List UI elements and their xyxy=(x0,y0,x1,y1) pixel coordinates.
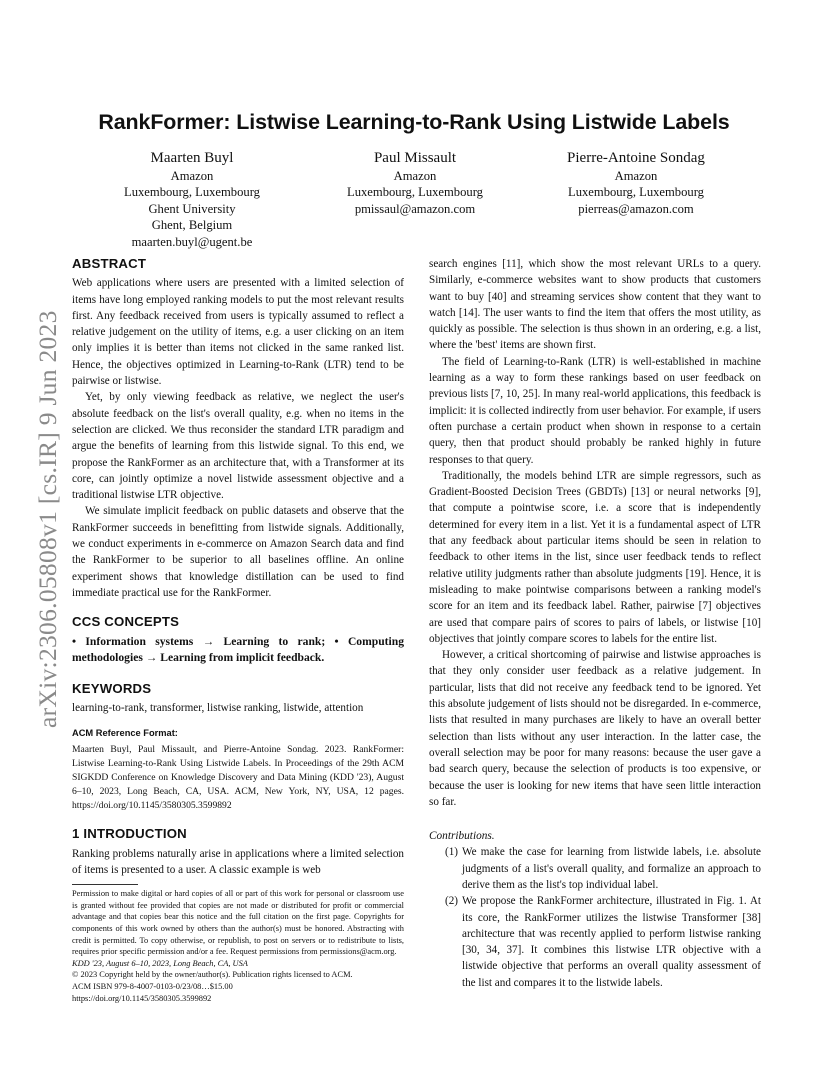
abstract-paragraph: We simulate implicit feedback on public datasets and observe that the RankFormer succeeds in benefitting from listwide signals. Additionally, we conduct experiments in e-commerce on Amazon Search data and find the RankFormer to be superior to all baselines offline. An online experiment shows that knowledge distillation can be used to find immediate practical use for the RankFormer. xyxy=(72,505,404,599)
keywords-heading: KEYWORDS xyxy=(72,680,152,696)
doi-link[interactable]: https://doi.org/10.1145/3580305.3599892 xyxy=(72,993,212,1003)
intro-paragraph: Traditionally, the models behind LTR are simple regressors, such as Gradient-Boosted Decision Trees (GBDTs) [13] or neural networks [9], that compute a pointwise score, i.e. a score that is independently determined for every item in a list. Yet it is a fundamental aspect of LTR that any feedback about particular items should be seen in relation to feedback to other items in the list, since user feedback tends to reflect relative utility judgments rather than absolute judgments [19]. Hence, it is misleading to make pointwise comparisons between a ranking model's score for an item and its feedback label. Rather, pairwise [7] objectives are used that compare pairs of scores to pairs of labels, or listwise [10] objectives that jointly compare scores to labels for the entire list. xyxy=(429,469,761,645)
contributions-list xyxy=(429,844,761,991)
reference-format-heading: ACM Reference Format: xyxy=(72,728,178,739)
keywords-text: learning-to-rank, transformer, listwise ranking, listwide, attention xyxy=(72,701,364,714)
ccs-heading: CCS CONCEPTS xyxy=(72,614,180,630)
contribution-text: We propose the RankFormer architecture, illustrated in Fig. 1. At its core, the RankFormer utilizes the listwise Transformer [38] architecture that was recently applied to perform listwise ranking [30, 34, 37]. It combines this listwise LTR objective with a listwide objective that performs an overall quality assessment of the list and compares it to the listwide labels. xyxy=(462,895,761,989)
author-affiliation: Ghent University xyxy=(148,201,236,216)
contributions-heading: Contributions. xyxy=(429,830,495,843)
author-block xyxy=(521,148,751,217)
intro-paragraph: Ranking problems naturally arise in applications where a limited selection of items is presented to a user. A classic example is web xyxy=(72,847,404,876)
author-affiliation: Amazon xyxy=(614,169,658,183)
author-location: Luxembourg, Luxembourg xyxy=(568,185,704,200)
author-location: Luxembourg, Luxembourg xyxy=(124,185,260,200)
intro-heading: 1 INTRODUCTION xyxy=(72,826,187,842)
author-email: maarten.buyl@ugent.be xyxy=(131,234,253,249)
author-name: Maarten Buyl xyxy=(150,150,234,166)
abstract-heading: ABSTRACT xyxy=(72,256,147,271)
arxiv-identifier: arXiv:2306.05808v1 [cs.IR] 9 Jun 2023 xyxy=(33,310,62,728)
author-name: Paul Missault xyxy=(373,150,457,166)
abstract-paragraph: Web applications where users are presented with a limited selection of items have long employed ranking models to put the most relevant results first. Any feedback received from users is typically assumed to reflect a relative judgement on the utility of items, e.g. a user clicking on an item only implies it is better than items not clicked in the same ranked list. Hence, the objectives optimized in Learning-to-Rank (LTR) tend to be pairwise or listwise. xyxy=(72,277,404,388)
intro-paragraph: However, a critical shortcoming of pairwise and listwise approaches is that they only consider user feedback as a relative judgement. In particular, lists that did not receive any feedback tend to be ignored. Yet this absolute judgement of lists should not be disregarded. In e-commerce, lists that resulted in many purchases are likely to have an overall better selection than lists without any user interaction. In the latter case, the overall selection may be poor for many reasons: because the user gave a bad search query, because the selection of products is too expensive, or because the user is looking for new items that have seen little interaction so far. xyxy=(429,649,761,808)
paper-title: RankFormer: Listwise Learning-to-Rank Using Listwide Labels xyxy=(98,110,730,134)
contribution-text: We make the case for learning from listwide labels, i.e. absolute judgments of a list's overall quality, and formalize an approach to derive them as the list's top individual label. xyxy=(462,846,761,891)
footnote-rule xyxy=(72,884,138,885)
author-email: pmissaul@amazon.com xyxy=(354,201,476,216)
intro-paragraph: The field of Learning-to-Rank (LTR) is well-established in machine learning as a way to form these rankings based on user feedback on previous lists [7, 10, 25]. In many real-world applications, this feedback is implicit: it is collected indirectly from user behavior. For example, if users often purchase a certain product when shown in response to a certain query, then that product should probably be ranked highly in future responses to that query. xyxy=(429,355,761,466)
author-location: Luxembourg, Luxembourg xyxy=(347,185,483,200)
contribution-number: (2) xyxy=(445,895,458,908)
conference-info: KDD '23, August 6–10, 2023, Long Beach, CA, USA xyxy=(72,958,248,968)
contribution-number: (1) xyxy=(445,846,458,859)
author-location: Ghent, Belgium xyxy=(151,218,233,233)
copyright-notice: © 2023 Copyright held by the owner/author(s). Publication rights licensed to ACM. xyxy=(72,970,353,980)
abstract-paragraph: Yet, by only viewing feedback as relative, we neglect the user's absolute feedback on the list's overall quality, e.g. when no items in the selection are clicked. We thus reconsider the standard LTR paradigm and argue the benefits of learning from this listwide signal. To this end, we propose the RankFormer as an architecture that, with a Transformer at its core, can jointly optimize a novel listwide assessment objective and a traditional listwise LTR objective. xyxy=(72,391,404,502)
right-column xyxy=(429,256,761,991)
author-block xyxy=(77,148,307,250)
contribution-item xyxy=(429,844,761,893)
left-column xyxy=(72,256,404,1004)
ccs-concepts: • Information systems → Learning to rank; • Computing methodologies → Learning from implicit feedback. xyxy=(72,634,404,665)
permission-notice: Permission to make digital or hard copies of all or part of this work for personal or classroom use is granted without fee provided that copies are not made or distributed for profit or commercial advantage and that copies bear this notice and the full citation on the first page. Copyrights for components of this work owned by others than the author(s) must be honored. Abstracting with credit is permitted. To copy otherwise, or republish, to post on servers or to redistribute to lists, requires prior specific permission and/or a fee. Request permissions from permissions@acm.org. xyxy=(72,889,404,957)
author-email: pierreas@amazon.com xyxy=(578,201,694,216)
contribution-item xyxy=(429,893,761,991)
reference-format-text: Maarten Buyl, Paul Missault, and Pierre-Antoine Sondag. 2023. RankFormer: Listwise Learning-to-Rank Using Listwide Labels. In Proceedings of the 29th ACM SIGKDD Conference on Knowledge Discovery and Data Mining (KDD '23), August 6–10, 2023, Long Beach, CA, USA. ACM, New York, NY, USA, 12 pages. https://doi.org/10.1145/3580305.3599892 xyxy=(72,744,404,811)
author-affiliation: Amazon xyxy=(170,169,214,183)
author-affiliation: Amazon xyxy=(393,169,437,183)
isbn: ACM ISBN 979-8-4007-0103-0/23/08…$15.00 xyxy=(72,982,233,992)
author-name: Pierre-Antoine Sondag xyxy=(567,150,705,166)
footnote-block xyxy=(72,884,404,1004)
intro-paragraph: search engines [11], which show the most relevant URLs to a query. Similarly, e-commerce websites want to show products that customers want to buy [40] and streaming services show content that they want to watch [14]. The user wants to find the item that offers the most utility, as quickly as possible. The selection is thus shown in an ordering, e.g. a list, where the 'best' items are shown first. xyxy=(429,258,761,352)
author-block xyxy=(300,148,530,217)
